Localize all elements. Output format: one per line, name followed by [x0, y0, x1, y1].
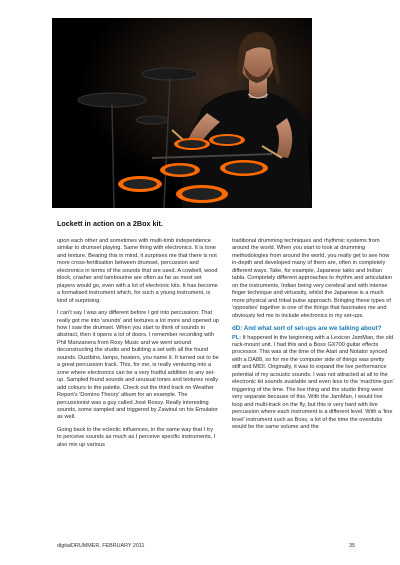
- interview-answer: [232, 335, 394, 432]
- publication-name: digitalDRUMMER, FEBRUARY 2011: [57, 543, 145, 549]
- page-number: 35: [349, 543, 355, 549]
- page-footer: [57, 543, 355, 549]
- drummer-photo-illustration: [52, 18, 312, 208]
- drummer-photo: [52, 18, 312, 208]
- article-paragraph: I can't say I was any different before I got into percussion: That really got me into 'sounds' and textures a lot more and opened up how I saw the drumset. When you start to think of sounds in abstract, then it opens a lot of doors. I remember recording with Phil Manzanera from Roxy Music and we went around deconstructing the studio and building a set with all the found sounds. Dustbins, lamps, heaters, you name it. It turned out to be a great percussion track. This, for me, is really venturing into a zone where electronics can be a very fruitful addition to any set-up. Sampled found sounds and unusual tones and textures really add colours to the palette. Check out the third track on Weather Report's 'Domino Theory' album for an example. The percussionist was a guy called José Rossy. Really interesting sounds, some sampled and triggered by Zawinul on his Emulator as well.: [57, 310, 219, 421]
- interview-question: dD: And what sort of set-ups are we talking about?: [232, 324, 382, 332]
- speaker-initials: PL:: [232, 334, 242, 341]
- article-paragraph: Going back to the eclectic influences, in the same way that I try to perceive sounds as much as I perceive specific instruments, I also mix up various: [57, 426, 216, 448]
- article-column-right: [232, 238, 394, 436]
- article-paragraph: upon each other and sometimes with multi-timb independence similar to drumset playing. Same thing with electronics. It is tone and texture. Bearing this in mind, it surprises me that there is not more cross-fertilisation between drumset, percussion and electronics in terms of the sounds that are used. A cowbell, wood block, crasher and tambourine are often as far as most set players would go, even with a lot of electronic kits. It has become a formalised instrument which, for such a young instrument, is kind of surprising.: [57, 238, 218, 304]
- article-column-left: [57, 238, 219, 454]
- photo-caption: Lockett in action on a 2Box kit.: [57, 219, 163, 228]
- answer-text: It happened in the beginning with a Lexicon JamMan, the old rack-mount unit. I had this and a Boss GX700 guitar effects processor. This was at the time of the Atari and Notator synced with a DA88, so for me the computer side of things was pretty stiff and MIDI. Originally, it was to expand the live performance potential of my acoustic sounds. I was not attracted at all to the electronic kit sounds available and even less to the 'machine gun' triggering of the time. The live thing and the studio thing were very separate because of this. With the JamMan, I would live loop and multi-track on the fly, but this is very hard with live percussion where each instrument is a different level. With a 'line level' instrument such as Boss, a lot of the time the overdubs would be the same volume and the: [232, 334, 394, 431]
- article-paragraph: traditional drumming techniques and rhythmic systems from around the world. When you start to look at drumming methodologies from around the world, you really get to see how in-depth and developed many of them are, often in completely different ways. Take, for example, Japanese taiko and Indian tabla. Completely different approaches to rhythm and articulation on the instruments, Indian being very cerebral and with intense finger technique and virtuosity, whilst the Japanese is a much more physical and tribal pulse approach. Bringing these types of 'opposites' together is one of the things that fascinates me and obviously led me to include electronics in my set-ups.: [232, 238, 393, 319]
